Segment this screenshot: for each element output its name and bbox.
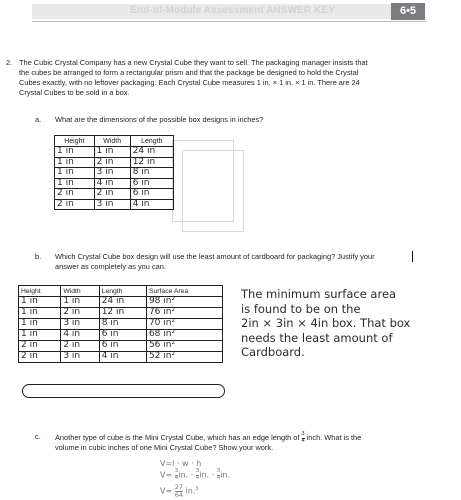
column-header: Height [55,136,95,147]
volume-substitution [160,469,230,481]
answer-line: The minimum surface area [241,287,397,301]
question-text-line-1: The Cubic Crystal Company has a new Crystal Cube they want to sell. The packaging manager insists that [19,58,368,67]
question-text-line-3: Cubes exactly, with no leftover packaging. Each Crystal Cube measures 1 in. × 1 in. × 1 in. There are 24 [19,78,360,87]
table-header-row [19,286,223,297]
header-title: End-of-Module Assessment ANSWER KEY [130,5,335,16]
column-header: Length [130,136,173,147]
table-cell: 1 in [55,157,95,168]
table-cell: 8 in [99,319,146,330]
table-row [55,189,174,200]
table-cell: 4 in [130,199,173,210]
unit: in. [185,486,196,496]
fraction-numerator: 3 [216,468,221,474]
table-cell: 12 in [130,157,173,168]
faint-sketch [182,150,244,232]
question-text: Another type of cube is the Mini Crystal Cube, which has an edge length of [55,432,300,442]
table-cell: 2 in [19,341,61,352]
unit: in. [199,470,210,480]
question-text: inch. What is the [306,432,362,442]
table-cell: 1 in [55,168,95,179]
part-a-label: a. [35,115,42,124]
table-cell: 6 in [99,341,146,352]
table-row [19,319,223,330]
fraction-numerator: 3 [174,468,179,474]
table-row [19,352,223,363]
table-cell: 1 in [55,147,95,158]
table-row [55,147,174,158]
table-row [19,308,223,319]
table-cell: 3 in [94,199,130,210]
equals-sign: V= [160,486,173,496]
answer-line: is found to be on the [241,301,361,316]
table-row [19,330,223,341]
table-cell: 2 in [55,189,95,200]
table-cell: 4 in [99,352,146,363]
equals-sign: V= [160,470,173,480]
answer-circle [22,384,225,398]
table-cell: 4 in [94,178,130,189]
table-cell: 3 in [61,352,99,363]
header-rule [32,21,426,22]
grade-badge: 6•5 [391,3,425,20]
fraction-denominator: 64 [174,490,184,499]
table-row [55,157,174,168]
fraction [302,432,305,444]
part-b-question-line-1: Which Crystal Cube box design will use the least amount of cardboard for packaging? Justify your [55,252,375,261]
table-row [55,199,174,210]
column-header: Height [19,286,61,297]
part-c-label: c. [35,432,41,441]
column-header: Length [99,286,146,297]
answer-line: Cardboard. [241,345,305,359]
question-text-line-2: the cubes be arranged to form a rectangular prism and that the package be designed to hold the Crystal [19,68,359,77]
table-cell: 2 in [61,308,99,319]
fraction-denominator: 4 [195,474,200,481]
table-cell: 6 in [130,189,173,200]
volume-result: V= $\frac{27}{64}$ in.$^3$ [160,483,199,499]
table-row [19,341,223,352]
table-cell: 56 in² [146,341,222,352]
table-cell: 2 in [55,199,95,210]
table-cell: 1 in [94,147,130,158]
table-cell: 70 in² [146,319,222,330]
table-cell: 2 in [94,189,130,200]
table-cell: 2 in [94,157,130,168]
handwritten-answer [241,287,451,360]
table-row [55,178,174,189]
question-number: 2. [6,58,13,67]
surface-area-table [18,285,223,363]
column-header: Width [61,286,99,297]
answer-line: needs the least amount of [241,330,393,345]
table-cell: 1 in [19,297,61,308]
fraction-numerator: 3 [301,431,305,437]
times-dot: · [211,470,215,480]
table-cell: 12 in [99,308,146,319]
table-cell: 24 in [99,297,146,308]
table-cell: 8 in [130,168,173,179]
table-row [19,297,223,308]
text-cursor [412,251,413,262]
table-cell: 68 in² [146,330,222,341]
column-header: Surface Area [146,286,222,297]
table-cell: 2 in [61,341,99,352]
table-cell: 1 in [19,308,61,319]
part-a-question: What are the dimensions of the possible box designs in inches? [55,115,264,124]
page-header [0,0,461,22]
table-row [55,168,174,179]
table-cell: 3 in [61,319,99,330]
unit: in. [178,470,189,480]
table-cell: 98 in² [146,297,222,308]
unit: in. [220,470,231,480]
column-header: Width [94,136,130,147]
fraction [175,484,183,498]
times-dot: · [190,470,194,480]
table-cell: 6 in [99,330,146,341]
answer-line: 2in × 3in × 4in box. That box [241,316,411,330]
fraction-numerator: 3 [195,468,200,474]
fraction-denominator: 4 [216,474,221,481]
table-cell: 1 in [19,319,61,330]
table-cell: 1 in [19,330,61,341]
box-dimensions-table [54,135,174,210]
fraction-numerator: 27 [174,483,184,491]
question-text-line-4: Crystal Cubes to be sold in a box. [19,88,130,97]
table-cell: 1 in [61,297,99,308]
table-cell: 6 in [130,178,173,189]
table-cell: 24 in [130,147,173,158]
fraction-denominator: 4 [301,437,305,444]
table-header-row [55,136,174,147]
fraction-denominator: 4 [174,474,179,481]
table-cell: 2 in [19,352,61,363]
table-cell: 52 in² [146,352,222,363]
part-b-label: b. [35,252,42,261]
table-cell: 3 in [94,168,130,179]
table-cell: 1 in [55,178,95,189]
part-b-question-line-2: answer as completely as you can. [55,262,166,271]
table-cell: 4 in [61,330,99,341]
table-cell: 76 in² [146,308,222,319]
volume-formula: V=l · w · h [160,459,202,468]
part-c-question-line-2: volume in cubic inches of one Mini Crystal Cube? Show your work. [55,443,274,452]
